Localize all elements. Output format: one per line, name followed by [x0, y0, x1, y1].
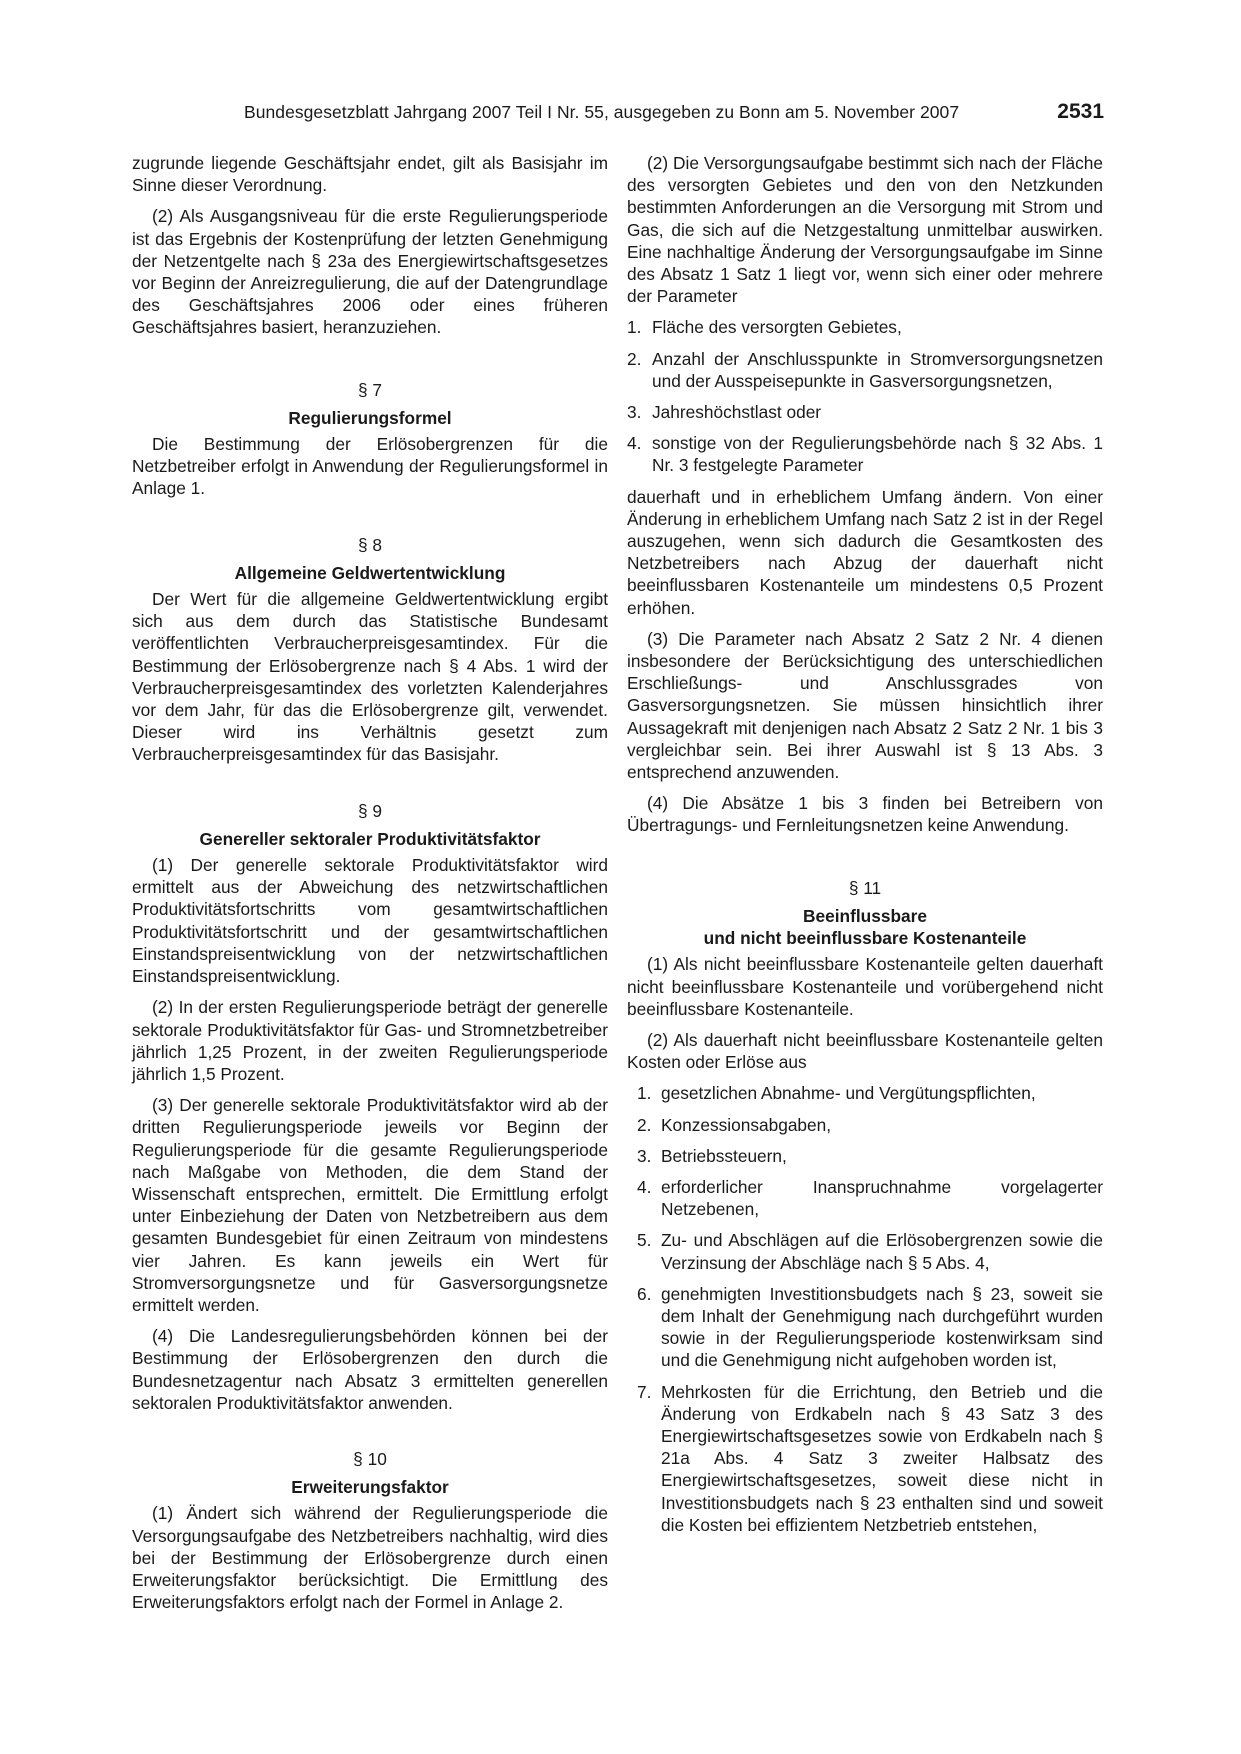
section-8-number: § 8	[357, 534, 383, 555]
list-item	[627, 432, 1103, 476]
list-item-text: Zu- und Abschlägen auf die Erlösobergrenzen sowie die Verzinsung der Abschläge nach § 5 Abs. 4,	[661, 1230, 1103, 1273]
list-item	[627, 316, 1103, 338]
section-9-title: Genereller sektoraler Produktivitätsfaktor	[199, 828, 541, 849]
list-item	[627, 1082, 1103, 1104]
paragraph-11-1: (1) Als nicht beeinflussbare Kostenanteile gelten dauerhaft nicht beeinflussbare Kostenanteile und vorübergehend nicht beeinflussbare Kostenanteile.	[627, 954, 1103, 1019]
section-10-title: Erweiterungsfaktor	[291, 1477, 449, 1498]
list-item-text: sonstige von der Regulierungsbehörde nach § 32 Abs. 1 Nr. 3 festgelegte Parameter	[652, 433, 1103, 476]
list-item-number: 4.	[627, 433, 642, 454]
list-item-text: Mehrkosten für die Errichtung, den Betrieb und die Änderung von Erdkabeln nach § 43 Satz 3 des Energiewirtschaftsgesetzes sowie von Erdkabeln nach § 21a Abs. 4 Satz 3 zweiter Halbsatz des Energiewirtschaftsgesetzes, soweit diese nicht in Investitionsbudgets nach § 23 enthalten sind und soweit die Kosten bei effizientem Netzbetrieb entstehen,	[661, 1381, 1103, 1535]
list-item-text: Anzahl der Anschlusspunkte in Stromversorgungsnetzen und der Ausspeisepunkte in Gasversorgungsnetzen,	[652, 348, 1103, 391]
paragraph-9-2: (2) In der ersten Regulierungsperiode beträgt der generelle sektorale Produktivitätsfaktor für Gas- und Stromnetzbetreiber jährlich 1,25 Prozent, in der zweiten Regulierungsperiode jährlich 1,5 Prozent.	[132, 997, 608, 1084]
list-item	[627, 1283, 1103, 1372]
paragraph-9-3: (3) Der generelle sektorale Produktivitätsfaktor wird ab der dritten Regulierungsperiode jeweils vor Beginn der Regulierungsperiode für die gesamte Regulierungsperiode nach Maßgabe von Methoden, die dem Stand der Wissenschaft entsprechen, ermittelt. Die Ermittlung erfolgt unter Einbeziehung der Daten von Netzbetreibern aus dem gesamten Bundesgebiet für einen Zeitraum von mindestens vier Jahren. Es kann jeweils ein Wert für Stromversorgungsnetze und für Gasversorgungsnetze ermittelt werden.	[132, 1095, 608, 1315]
list-item	[627, 1229, 1103, 1273]
list-item-number: 3.	[637, 1145, 652, 1166]
list-item-text: genehmigten Investitionsbudgets nach § 23, soweit sie dem Inhalt der Genehmigung nach durchgeführt wurden sowie in der Regulierungsperiode kostenwirksam sind und die Genehmigung nicht aufgehoben worden ist,	[661, 1283, 1103, 1371]
list-item-text: Betriebssteuern,	[661, 1145, 787, 1166]
section-8-title: Allgemeine Geldwertentwicklung	[234, 562, 506, 583]
paragraph-9-4: (4) Die Landesregulierungsbehörden können bei der Bestimmung der Erlösobergrenzen den durch die Bundesnetzagentur nach Absatz 3 ermittelten generellen sektoralen Produktivitätsfaktor anwenden.	[132, 1326, 608, 1413]
list-item-text: gesetzlichen Abnahme- und Vergütungspflichten,	[661, 1083, 1036, 1104]
running-title: Bundesgesetzblatt Jahrgang 2007 Teil I Nr. 55, ausgegeben zu Bonn am 5. November 2007	[244, 102, 960, 122]
cost-list	[627, 1082, 1103, 1536]
list-item-number: 5.	[637, 1230, 652, 1251]
paragraph-8-1: Der Wert für die allgemeine Geldwertentwicklung ergibt sich aus dem durch das Statistische Bundesamt veröffentlichten Verbraucherpreisgesamtindex. Für die Bestimmung der Erlösobergrenze nach § 4 Abs. 1 wird der Verbraucherpreisgesamtindex des vorletzten Kalenderjahres vor dem Jahr, für das die Erlösobergrenze gilt, verwendet. Dieser wird ins Verhältnis gesetzt zum Verbraucherpreisgesamtindex für das Basisjahr.	[132, 589, 608, 765]
list-item-number: 2.	[627, 348, 642, 369]
section-10-number: § 10	[353, 1448, 387, 1469]
section-11-title-line1: Beeinflussbare	[803, 905, 927, 926]
list-item	[627, 1381, 1103, 1536]
section-9-number: § 9	[357, 800, 383, 821]
paragraph-10-2-continued: dauerhaft und in erheblichem Umfang ändern. Von einer Änderung in erheblichem Umfang nach Satz 2 ist in der Regel auszugehen, wenn sich dadurch die Gesamtkosten des Netzbetreibers nach Abzug der dauerhaft nicht beeinflussbaren Kostenanteile um mindestens 0,5 Prozent erhöhen.	[627, 486, 1103, 618]
list-item-number: 6.	[637, 1283, 652, 1304]
left-column	[132, 152, 608, 1622]
section-7-title: Regulierungsformel	[288, 407, 452, 428]
right-column	[627, 152, 1103, 1545]
paragraph-7-1: Die Bestimmung der Erlösobergrenzen für die Netzbetreiber erfolgt in Anwendung der Regulierungsformel in Anlage 1.	[132, 434, 608, 499]
section-11-title-line2: und nicht beeinflussbare Kostenanteile	[703, 928, 1027, 949]
page-header	[132, 100, 1104, 130]
paragraph-10-3: (3) Die Parameter nach Absatz 2 Satz 2 Nr. 4 dienen insbesondere der Berücksichtigung des unterschiedlichen Erschließungs- und Anschlussgrades von Gasversorgungsnetzen. Sie müssen hinsichtlich ihrer Aussagekraft mit denjenigen nach Absatz 2 Satz 2 Nr. 1 bis 3 vergleichbar sein. Bei ihrer Auswahl ist § 13 Abs. 3 entsprechend anzuwenden.	[627, 628, 1103, 783]
list-item-number: 1.	[637, 1083, 652, 1104]
list-item	[627, 401, 1103, 423]
list-item-number: 2.	[637, 1114, 652, 1135]
list-item	[627, 1145, 1103, 1167]
paragraph-9-1: (1) Der generelle sektorale Produktivitätsfaktor wird ermittelt aus der Abweichung des netzwirtschaftlichen Produktivitätsfortschritts vom gesamtwirtschaftlichen Produktivitätsfortschritt und der gesamtwirtschaftlichen Einstandspreisentwicklung von der netzwirtschaftlichen Einstandspreisentwicklung.	[132, 855, 608, 987]
list-item-number: 1.	[627, 317, 642, 338]
list-item	[627, 1176, 1103, 1220]
page-number: 2531	[1057, 100, 1104, 123]
list-item	[627, 348, 1103, 392]
list-item	[627, 1114, 1103, 1136]
list-item-number: 4.	[637, 1176, 652, 1197]
list-item-text: erforderlicher Inanspruchnahme vorgelagerter Netzebenen,	[661, 1176, 1103, 1220]
paragraph-11-2: (2) Als dauerhaft nicht beeinflussbare Kostenanteile gelten Kosten oder Erlöse aus	[627, 1029, 1103, 1073]
paragraph-continuation: zugrunde liegende Geschäftsjahr endet, gilt als Basisjahr im Sinne dieser Verordnung.	[132, 153, 608, 196]
section-7-number: § 7	[357, 379, 383, 400]
parameter-list	[627, 316, 1103, 476]
list-item-text: Fläche des versorgten Gebietes,	[652, 317, 902, 338]
paragraph-10-2: (2) Die Versorgungsaufgabe bestimmt sich nach der Fläche des versorgten Gebietes und den von den Netzkunden bestimmten Anforderungen an die Versorgung mit Strom und Gas, die sich auf die Netzgestaltung unmittelbar auswirken. Eine nachhaltige Änderung der Versorgungsaufgabe im Sinne des Absatz 1 Satz 1 liegt vor, wenn sich einer oder mehrere der Parameter	[627, 153, 1103, 307]
list-item-text: Konzessionsabgaben,	[661, 1114, 832, 1135]
paragraph-10-4: (4) Die Absätze 1 bis 3 finden bei Betreibern von Übertragungs- und Fernleitungsnetzen keine Anwendung.	[627, 793, 1103, 836]
section-11-number: § 11	[848, 877, 882, 898]
paragraph-6-2: (2) Als Ausgangsniveau für die erste Regulierungsperiode ist das Ergebnis der Kostenprüfung der letzten Genehmigung der Netzentgelte nach § 23a des Energiewirtschaftsgesetzes vor Beginn der Anreizregulierung, die auf der Datengrundlage des Geschäftsjahres 2006 oder eines früheren Geschäftsjahres basiert, heranzuziehen.	[132, 206, 608, 338]
list-item-number: 7.	[637, 1381, 652, 1402]
paragraph-10-1: (1) Ändert sich während der Regulierungsperiode die Versorgungsaufgabe des Netzbetreibers nachhaltig, wird dies bei der Bestimmung der Erlösobergrenze durch einen Erweiterungsfaktor berücksichtigt. Die Ermittlung des Erweiterungsfaktors erfolgt nach der Formel in Anlage 2.	[132, 1503, 608, 1613]
list-item-number: 3.	[627, 402, 642, 423]
list-item-text: Jahreshöchstlast oder	[652, 402, 822, 423]
